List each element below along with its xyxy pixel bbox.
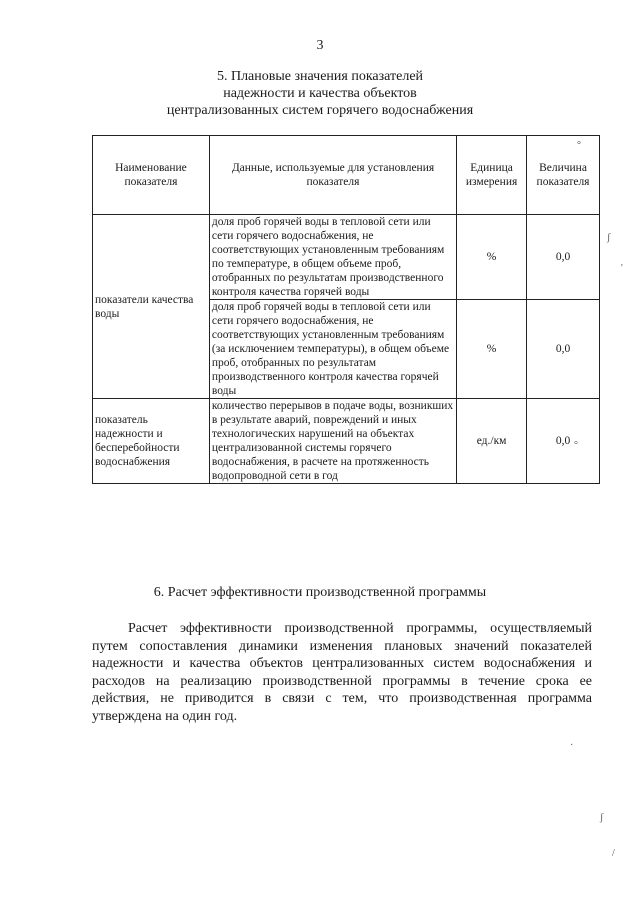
header-data: Данные, используемые для установления показателя [209,136,456,215]
header-value: Величина показателя [527,136,600,215]
table-row [93,215,600,300]
section-5-title [0,68,640,119]
quality-indicator-name: показатели качества воды [93,215,210,399]
scan-speck: ° [574,440,578,451]
scan-speck: · [570,740,574,751]
table-row [93,399,600,484]
scan-speck: ʃ [607,232,611,243]
table-cell-data: доля проб горячей воды в тепловой сети или сети горячего водоснабжения, не соответствующих установленным требованиям (за исключением температуры), в общем объеме проб, отобранных по результатам производственного контроля качества горячей воды [209,300,456,399]
table-cell-value: 0,0 [527,399,600,484]
table-cell-data: количество перерывов в подаче воды, возникших в результате аварий, повреждений и иных технологических нарушений на объектах централизованной системы горячего водоснабжения, в расчете на протяженность водопроводной сети в год [209,399,456,484]
section-5-title-line: 5. Плановые значения показателей [216,69,424,84]
indicators-table [92,135,600,484]
section-6-title: 6. Расчет эффективности производственной программы [153,585,487,600]
section-5-title-line: централизованных систем горячего водоснабжения [166,103,474,118]
table-cell-unit: % [457,300,527,399]
reliability-indicator-name: показатель надежности и бесперебойности водоснабжения [93,399,210,484]
header-name: Наименование показателя [93,136,210,215]
scan-speck: ° [577,140,581,151]
table-cell-value: 0,0 [527,215,600,300]
header-unit: Единица измерения [457,136,527,215]
scan-speck: ' [621,263,623,274]
table-header-row [93,136,600,215]
page-number: 3 [316,38,324,53]
table-cell-unit: ед./км [457,399,527,484]
table-cell-value: 0,0 [527,300,600,399]
section-5-title-line: надежности и качества объектов [223,86,417,101]
table-cell-unit: % [457,215,527,300]
section-6-paragraph: Расчет эффективности производственной программы, осуществляемый путем сопоставления динамики изменения плановых значений показателей надежности и качества объектов централизованных систем водоснабжения и расходов на реализацию производственной программы в течение срока ее действия, не приводится в связи с тем, что производственная программа утверждена на один год. [92,621,592,724]
scan-speck: / [612,848,615,859]
scan-speck: ʃ [600,812,604,823]
table-cell-data: доля проб горячей воды в тепловой сети или сети горячего водоснабжения, не соответствующих установленным требованиям по температуре, в общем объеме проб, отобранных по результатам производственного контроля качества горячей воды [209,215,456,300]
